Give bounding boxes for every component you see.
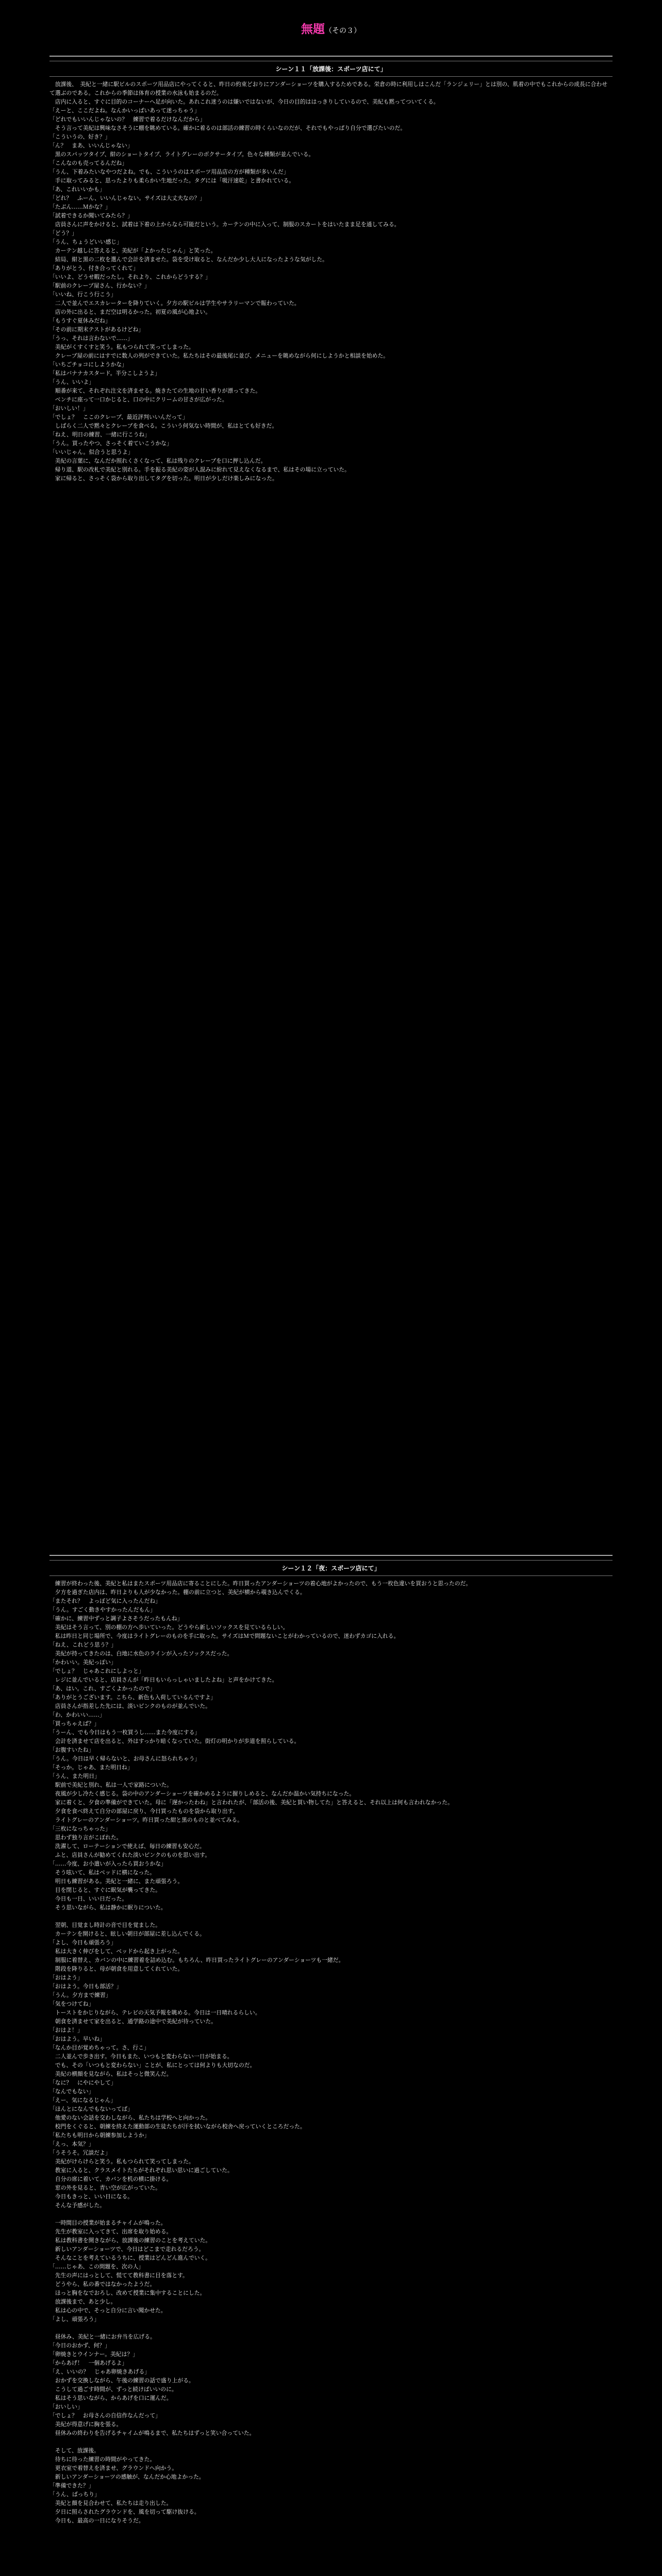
paragraph: ほっと胸をなでおろし、改めて授業に集中することにした。 <box>49 2290 206 2296</box>
paragraph: 「うん。今日は早く帰らないと、お母さんに怒られちゃう」 <box>49 1755 201 1762</box>
paragraph: 結局、紺と黒の二枚を選んで会計を済ませた。袋を受け取ると、なんだか少し大人になったような気がした。 <box>49 256 328 263</box>
paragraph: 会計を済ませて店を出ると、外はすっかり暗くなっていた。街灯の明かりが歩道を照らしている。 <box>49 1738 300 1744</box>
paragraph: 「どれでもいいんじゃないの？ 練習で着るだけなんだから」 <box>49 116 206 123</box>
paragraph: 帰り道、駅の改札で美紀と別れる。手を振る美紀の姿が人混みに紛れて見えなくなるまで、私はその場に立っていた。 <box>49 466 350 473</box>
paragraph: 私は昨日と同じ場所で、今度はライトグレーのものを手に取った。サイズはＭで問題ないことがわかっているので、迷わずカゴに入れる。 <box>49 1633 400 1639</box>
paragraph: 「わ、かわいい……」 <box>49 1711 105 1718</box>
paragraph: 「お腹すいたね」 <box>49 1747 94 1753</box>
paragraph: 店員さんが指差した先には、淡いピンクのものが並んでいた。 <box>49 1703 211 1709</box>
paragraph: 「確かに、練習中ずっと調子よさそうだったもんね」 <box>49 1615 183 1622</box>
paragraph: 練習が終わった後、美紀と私はまたスポーツ用品店に寄ることにした。昨日買ったアンダーショーツの着心地がよかったので、もう一枚色違いを買おうと思ったのだ。 <box>49 1580 472 1587</box>
section-scene-12 <box>49 1560 613 2525</box>
paragraph: 「なに？ にやにやして」 <box>49 2079 117 2086</box>
paragraph: そんなことを考えているうちに、授業はどんどん進んでいく。 <box>49 2255 211 2261</box>
paragraph: 「買っちゃえば？」 <box>49 1720 100 1727</box>
paragraph: 「……じゃあ、この問題を、次の人」 <box>49 2263 144 2270</box>
paragraph: そして、放課後。 <box>49 2447 100 2454</box>
paragraph: そんな予感がした。 <box>49 2202 105 2209</box>
paragraph: 「こういうの、好き？」 <box>49 133 111 140</box>
paragraph: 「私はバナナカスタード。半分こしようよ」 <box>49 370 160 377</box>
paragraph: 美紀の横顔を見ながら、私はそっと微笑んだ。 <box>49 2071 172 2077</box>
paragraph: 二人並んで歩き出す。今日もまた、いつもと変わらない一日が始まる。 <box>49 2053 233 2060</box>
paragraph: 「でしょ？ じゃあこれにしよっと」 <box>49 1668 144 1674</box>
paragraph: 「そっか。じゃあ、また明日ね」 <box>49 1764 133 1771</box>
divider-top <box>49 56 613 57</box>
paragraph: 「なんでもない」 <box>49 2088 94 2095</box>
paragraph: 先生が教室に入ってきて、出席を取り始める。 <box>49 2228 172 2235</box>
paragraph: 自分の席に着いて、カバンを机の横に掛ける。 <box>49 2176 172 2182</box>
paragraph-gap <box>49 1912 613 1921</box>
paragraph: 階段を降りると、母が朝食を用意してくれていた。 <box>49 1965 184 1972</box>
paragraph: 「よし、頑張ろう」 <box>49 2316 100 2323</box>
paragraph: 放課後まで、あと少し。 <box>49 2298 117 2305</box>
paragraph: 「うーん、でも今日はもう一枚買うし……また今度にする」 <box>49 1729 201 1736</box>
section-title: シーン１１「放課後：スポーツ店にて」 <box>275 65 387 73</box>
paragraph: こうして過ごす時間が、ずっと続けばいいのに。 <box>49 2386 177 2393</box>
paragraph: 黒のスパッツタイプ、紺のショートタイプ、ライトグレーのボクサータイプ。色々な種類が並んでいる。 <box>49 151 315 158</box>
paragraph: 「たぶん……Ｍかな？」 <box>49 204 111 210</box>
paragraph: 「うん。すごく動きやすかったんだもん」 <box>49 1606 156 1613</box>
paragraph: 新しいアンダーショーツで、今日はどこまで走れるだろう。 <box>49 2246 205 2252</box>
paragraph: ベンチに座って一口かじると、口の中にクリームの甘さが広がった。 <box>49 396 228 403</box>
paragraph: ふと、店員さんが勧めてくれた淡いピンクのものを思い出す。 <box>49 1852 211 1858</box>
paragraph: 「ほんとになんでもないってば」 <box>49 2106 133 2112</box>
paragraph: 「えっ、本気？」 <box>49 2141 94 2147</box>
paragraph: 「いちごチョコにしようかな」 <box>49 361 127 368</box>
paragraph: 夕方を過ぎた店内は、昨日よりも人が少なかった。棚の前に立つと、美紀が横から覗き込んでくる。 <box>49 1589 306 1596</box>
paragraph: 「おはよう」 <box>49 1974 83 1981</box>
paragraph: ライトグレーのアンダーショーツ。昨日買った紺と黒のものと並べてみる。 <box>49 1817 243 1823</box>
paragraph: 「からあげ！ 一個あげるよ」 <box>49 2360 128 2366</box>
paragraph: 昼休みの終わりを告げるチャイムが鳴るまで、私たちはずっと笑い合っていた。 <box>49 2430 255 2436</box>
paragraph: 待ちに待った練習の時間がやってきた。 <box>49 2456 156 2463</box>
paragraph: 今日もきっと、いい日になる。 <box>49 2193 133 2200</box>
paragraph: 今日も一日、いい日だった。 <box>49 1895 128 1902</box>
page-title <box>0 20 662 37</box>
paragraph: トーストをかじりながら、テレビの天気予報を眺める。今日は一日晴れるらしい。 <box>49 2009 261 2016</box>
paragraph: 窓の外を見ると、青い空が広がっていた。 <box>49 2184 161 2191</box>
title-subtitle: （その３） <box>325 27 361 35</box>
paragraph: 「あ、これいいかも」 <box>49 186 105 193</box>
paragraph: 美紀が持ってきたのは、白地に水色のラインが入ったソックスだった。 <box>49 1650 233 1657</box>
paragraph: 私は教科書を開きながら、放課後の練習のことを考えていた。 <box>49 2237 211 2244</box>
paragraph: 校門をくぐると、朝練を終えた運動部の生徒たちが汗を拭いながら校舎へ戻っていくところだった。 <box>49 2123 306 2130</box>
paragraph: 「こんなのも売ってるんだね」 <box>49 160 128 166</box>
section-divider <box>49 76 613 77</box>
paragraph: 「私たちも明日から朝練参加しようか」 <box>49 2132 150 2139</box>
paragraph: 「うん、下着みたいなやつだよね。でも、こういうのはスポーツ用品店の方が種類が多いんだ」 <box>49 168 289 175</box>
paragraph: 美紀が得意げに胸を張る。 <box>49 2421 122 2428</box>
paragraph: 美紀の言葉に、なんだか照れくさくなって、私は残りのクレープを口に押し込んだ。 <box>49 457 267 464</box>
paragraph: クレープ屋の前にはすでに数人の列ができていた。私たちはその最後尾に並び、メニューを眺めながら何にしようかと相談を始めた。 <box>49 352 389 359</box>
paragraph: 他愛のない会話を交わしながら、私たちは学校へと向かった。 <box>49 2114 211 2121</box>
section-divider <box>49 1560 613 1561</box>
paragraph: 「おいしい！」 <box>49 405 89 412</box>
paragraph: しばらく二人で黙々とクレープを食べる。こういう何気ない時間が、私はとても好きだ。 <box>49 422 278 429</box>
title-main: 無題 <box>301 23 325 36</box>
paragraph: 私は心の中で、そっと自分に言い聞かせた。 <box>49 2307 167 2314</box>
paragraph-gap <box>49 2437 613 2446</box>
paragraph: 「卵焼きとウインナー。美紀は？」 <box>49 2351 138 2358</box>
section-body <box>49 1579 613 2525</box>
paragraph: 制服に着替え、カバンの中に練習着を詰め込む。もちろん、昨日買ったライトグレーのアンダーショーツも一緒だ。 <box>49 1957 344 1963</box>
paragraph: そう言って美紀は興味なさそうに棚を眺めている。確かに着るのは部活の練習の時くらいなのだが、それでもやっぱり自分で選びたいのだ。 <box>49 125 406 131</box>
paragraph: 「ねえ、これどう思う？」 <box>49 1641 117 1648</box>
paragraph: 昼休み、美紀と一緒にお弁当を広げる。 <box>49 2333 156 2340</box>
paragraph: 「ねえ、明日の練習、一緒に行こうね」 <box>49 431 150 438</box>
paragraph: 「準備できた？」 <box>49 2482 94 2489</box>
section-divider <box>49 1575 613 1576</box>
paragraph: 私は大きく伸びをして、ベッドから起き上がった。 <box>49 1948 183 1955</box>
paragraph: 今日も、最高の一日になりそうだ。 <box>49 2517 144 2524</box>
paragraph: 翌朝、目覚まし時計の音で目を覚ました。 <box>49 1922 161 1928</box>
paragraph: 「気をつけてね」 <box>49 2001 94 2007</box>
paragraph: 新しいアンダーショーツの感触が、なんだか心地よかった。 <box>49 2473 205 2480</box>
paragraph: カーテン越しに答えると、美紀が「よかったじゃん」と笑った。 <box>49 247 217 254</box>
paragraph: 「うっ、それは言わないで……」 <box>49 335 133 342</box>
paragraph: 店の外に出ると、まだ空は明るかった。初夏の風が心地よい。 <box>49 309 211 315</box>
paragraph: 「……今度、お小遣いが入ったら買おうかな」 <box>49 1860 167 1867</box>
paragraph: そう思いながら、私は静かに眠りについた。 <box>49 1904 167 1911</box>
paragraph: 美紀と顔を見合わせて、私たちは走り出した。 <box>49 2500 172 2506</box>
paragraph: 駅前で美紀と別れ、私は一人で家路についた。 <box>49 1782 172 1788</box>
paragraph: レジに並んでいると、店員さんが「昨日もいらっしゃいましたよね」と声をかけてきた。 <box>49 1676 278 1683</box>
paragraph: 家に帰ると、さっそく袋から取り出してタグを切った。明日が少しだけ楽しみになった。 <box>49 475 278 482</box>
paragraph: 「なんか目が覚めちゃって。さ、行こ」 <box>49 2044 150 2051</box>
paragraph: 夜風が少し冷たく感じる。袋の中のアンダーショーツを確かめるように握りしめると、なんだか温かい気持ちになった。 <box>49 1790 355 1797</box>
paragraph: 「よし、今日も頑張ろう」 <box>49 1939 117 1946</box>
paragraph-gap <box>49 2210 613 2218</box>
paragraph: 「もうすぐ夏休みだね」 <box>49 317 111 324</box>
paragraph: 二人で並んでエスカレーターを降りていく。夕方の駅ビルは学生やサラリーマンで賑わっていた。 <box>49 300 300 307</box>
paragraph: 美紀がくすくすと笑う。私もつられて笑ってしまった。 <box>49 344 194 350</box>
paragraph: 朝食を済ませて家を出ると、通学路の途中で美紀が待っていた。 <box>49 2018 217 2025</box>
paragraph: 「どう？」 <box>49 230 77 236</box>
paragraph: 「うん、ばっちり」 <box>49 2491 100 2498</box>
paragraph: 「いいよ、どうせ暇だったし。それより、これからどうする？」 <box>49 274 211 280</box>
paragraph: 「おはよう。今日も部活？」 <box>49 1983 122 1990</box>
paragraph: 「いいね、行こう行こう」 <box>49 291 117 298</box>
paragraph: 美紀はそう言って、別の棚の方へ歩いていった。どうやら新しいソックスを見ているらしい。 <box>49 1624 289 1631</box>
paragraph: 「試着できるか聞いてみたら？」 <box>49 212 133 219</box>
paragraph: 「えーと、ここだよね。なんかいっぱいあって迷っちゃう」 <box>49 107 200 114</box>
paragraph: 「うん。夕方まで練習」 <box>49 1992 111 1998</box>
section-title: シーン１２「夜：スポーツ店にて」 <box>282 1565 380 1572</box>
paragraph: 夕食を食べ終えて自分の部屋に戻り、今日買ったものを袋から取り出す。 <box>49 1808 239 1815</box>
section-scene-11 <box>49 61 613 483</box>
paragraph: 夕日に照らされたグラウンドを、風を切って駆け抜ける。 <box>49 2509 200 2515</box>
paragraph: 「駅前のクレープ屋さん、行かない？」 <box>49 282 150 289</box>
paragraph-gap <box>49 2324 613 2332</box>
paragraph: 「うん、また明日」 <box>49 1773 100 1780</box>
paragraph: 「うん、ちょうどいい感じ」 <box>49 239 123 245</box>
paragraph: 「え、いいの？ じゃあ卵焼きあげる」 <box>49 2368 150 2375</box>
paragraph: カーテンを開けると、眩しい朝日が部屋に差し込んでくる。 <box>49 1930 205 1937</box>
paragraph: 「おいしい」 <box>49 2403 83 2410</box>
paragraph: 洗濯して、ローテーションで使えば、毎日の練習も安心だ。 <box>49 1843 205 1850</box>
paragraph: そう呟いて、私はベッドに横になった。 <box>49 1869 155 1876</box>
paragraph: 「あ、はい。これ、すごくよかったので」 <box>49 1685 156 1692</box>
paragraph: 家に着くと、夕食の準備ができていた。母に「遅かったわね」と言われたが、「部活の後、美紀と買い物してた」と答えると、それ以上は何も言われなかった。 <box>49 1799 453 1806</box>
paragraph: 美紀がけらけらと笑う。私もつられて笑ってしまった。 <box>49 2158 194 2165</box>
paragraph: 「ありがとう、付き合ってくれて」 <box>49 265 139 272</box>
paragraph: 「ありがとうございます。こちら、新色も入荷しているんですよ」 <box>49 1694 217 1701</box>
paragraph: 「うそうそ。冗談だよ」 <box>49 2149 111 2156</box>
paragraph: 「うん、いいよ」 <box>49 379 95 385</box>
paragraph: 「ん？ まあ、いいんじゃない」 <box>49 142 133 149</box>
paragraph: 放課後、 美紀と一緒に駅ビルのスポーツ用品店にやってくると、昨日の約束どおりにアンダーショーツを購入するためである。栄倉の時に利用しはこんだ「ランジェリー」とは別の、肌着の中でもこれからの成長に合わせて選ぶのである。これからの季節は体育の授業の水泳も始まるのだ。 <box>49 81 607 96</box>
paragraph: 「うん。買ったやつ、さっそく着ていこうかな」 <box>49 440 172 447</box>
paragraph: 更衣室で着替えを済ませ、グラウンドへ向かう。 <box>49 2465 178 2471</box>
paragraph: 順番が来て、それぞれ注文を済ませる。焼きたての生地の甘い香りが漂ってきた。 <box>49 387 261 394</box>
paragraph: 店内に入ると、すぐに目的のコーナーへ足が向いた。あれこれ迷うのは嫌いではないが、今日の目的ははっきりしているので、美紀も黙ってついてくる。 <box>49 98 439 105</box>
paragraph: 先生の声にはっとして、慌てて教科書に目を落とす。 <box>49 2272 188 2279</box>
section-body <box>49 80 613 483</box>
paragraph: 手に取ってみると、思ったよりも柔らかい生地だった。タグには「吸汗速乾」と書かれている。 <box>49 177 295 184</box>
paragraph: どうやら、私の番ではなかったようだ。 <box>49 2281 156 2287</box>
divider-middle <box>49 1555 613 1556</box>
paragraph: でも、その「いつもと変わらない」ことが、私にとっては何よりも大切なのだ。 <box>49 2062 256 2069</box>
paragraph: 「どれ？ ふーん、いいんじゃない。サイズは大丈夫なの？」 <box>49 195 206 201</box>
paragraph: 「でしょ？ ここのクレープ、最近評判いいんだって」 <box>49 414 188 420</box>
paragraph: 「えー、気になるじゃん」 <box>49 2097 117 2104</box>
paragraph: 「おはよう。早いね」 <box>49 2036 105 2042</box>
paragraph: 目を閉じると、すぐに眠気が襲ってきた。 <box>49 1887 161 1893</box>
paragraph: 「いいじゃん。似合うと思うよ」 <box>49 449 134 455</box>
paragraph: 「かわいい。美紀っぽい」 <box>49 1659 117 1666</box>
paragraph: 「でしょ？ お母さんの自信作なんだって」 <box>49 2412 161 2419</box>
paragraph: 「おはよ！」 <box>49 2027 83 2033</box>
paragraph: 思わず独り言がこぼれた。 <box>49 1834 122 1841</box>
paragraph: 店員さんに声をかけると、試着は下着の上からなら可能だという。カーテンの中に入って、制服のスカートをはいたまま足を通してみる。 <box>49 221 400 228</box>
paragraph: 「その前に期末テストがあるけどね」 <box>49 326 144 333</box>
paragraph: おかずを交換しながら、午後の練習の話で盛り上がる。 <box>49 2377 194 2384</box>
paragraph: 「今日のおかず、何？」 <box>49 2342 110 2349</box>
paragraph: 一時間目の授業が始まるチャイムが鳴った。 <box>49 2219 167 2226</box>
paragraph: 明日も練習がある。美紀と一緒に、また頑張ろう。 <box>49 1878 184 1885</box>
paragraph: 私はそう思いながら、からあげを口に運んだ。 <box>49 2395 172 2401</box>
paragraph: 「三枚になっちゃった」 <box>49 1825 111 1832</box>
paragraph: 教室に入ると、クラスメイトたちがそれぞれ思い思いに過ごしていた。 <box>49 2167 233 2174</box>
paragraph: 「またそれ？ よっぽど気に入ったんだね」 <box>49 1598 161 1604</box>
